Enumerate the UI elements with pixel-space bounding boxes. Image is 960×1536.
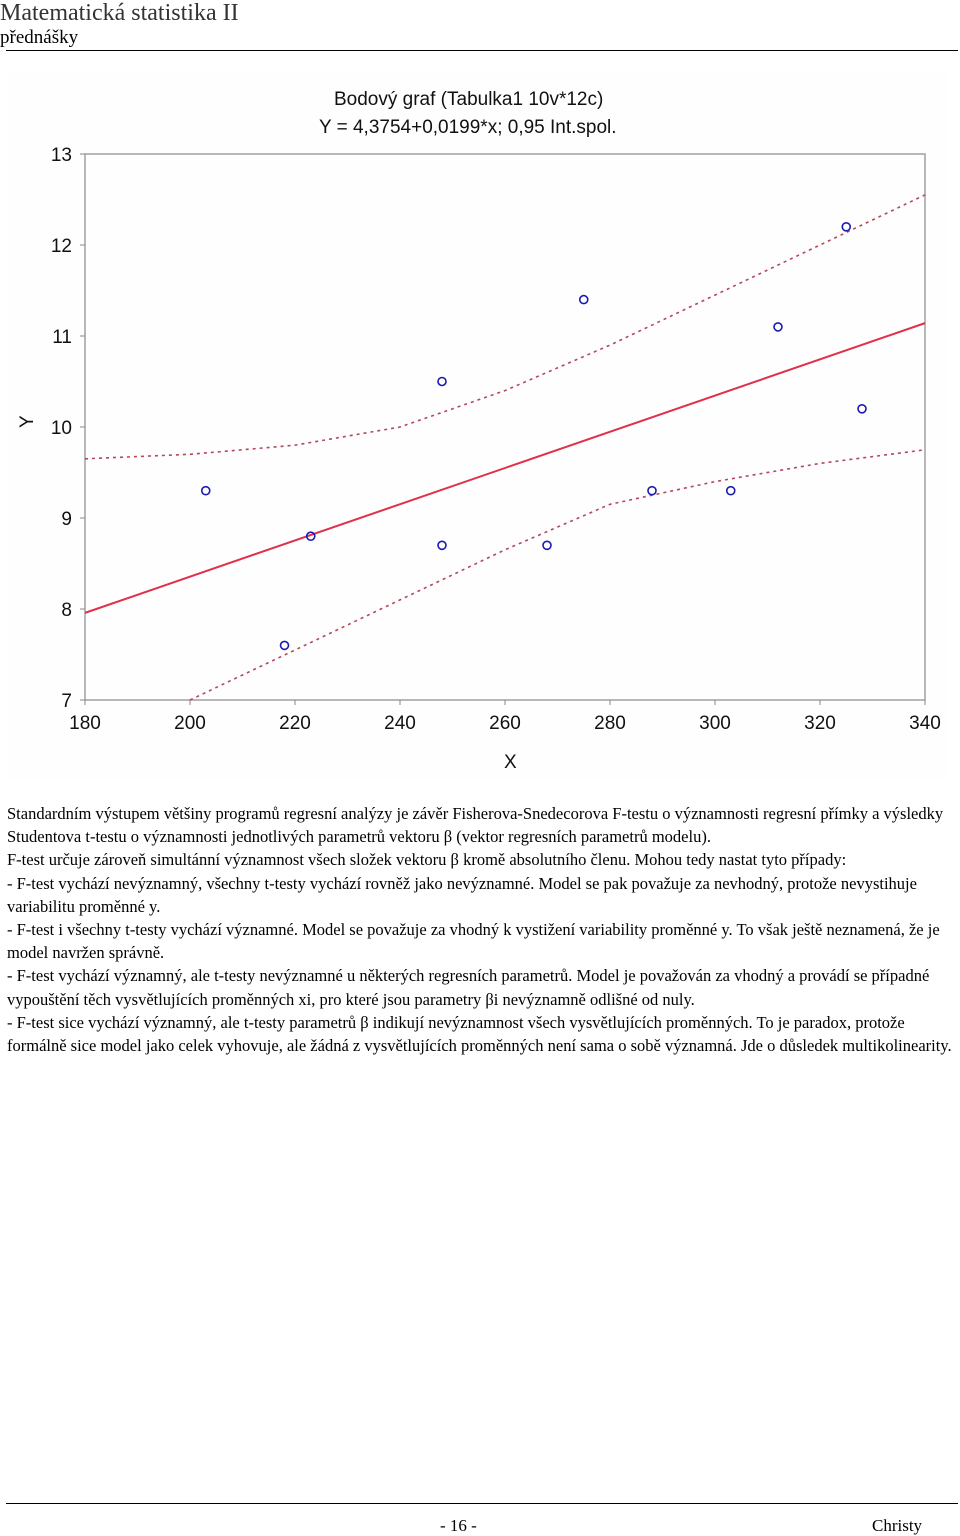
x-tick-label: 260: [489, 713, 521, 734]
y-tick-label: 11: [52, 327, 72, 348]
y-tick-label: 8: [61, 600, 72, 621]
chart-canvas: [7, 72, 948, 780]
x-axis-label: X: [504, 752, 517, 773]
paragraph: - F-test vychází nevýznamný, všechny t-testy vychází rovněž jako nevýznamné. Model se pak považuje za nevhodný, protože nevystihuje variabilitu proměnné y.: [7, 873, 917, 916]
x-tick-label: 340: [909, 713, 941, 734]
header-divider: [6, 50, 958, 51]
y-axis-label: Y: [17, 415, 38, 428]
y-tick-label: 7: [61, 691, 72, 712]
chart-background: [7, 72, 948, 780]
x-tick-label: 300: [699, 713, 731, 734]
chart-subtitle: Y = 4,3754+0,0199*x; 0,95 Int.spol.: [319, 117, 617, 138]
paragraph: - F-test i všechny t-testy vychází významné. Model se považuje za vhodný k vystižení variability proměnné y. To však ještě neznamená, že je model navržen správně.: [7, 920, 940, 963]
x-tick-label: 240: [384, 713, 416, 734]
x-tick-label: 320: [804, 713, 836, 734]
x-tick-label: 280: [594, 713, 626, 734]
paragraph: F-test určuje zároveň simultánní významnost všech složek vektoru β kromě absolutního členu. Mohou tedy nastat tyto případy:: [7, 850, 847, 870]
y-tick-label: 9: [61, 509, 72, 530]
x-tick-label: 180: [69, 713, 101, 734]
body-text: [7, 802, 952, 1057]
scatter-chart: [7, 72, 948, 780]
footer-divider: [6, 1503, 958, 1504]
x-tick-label: 200: [174, 713, 206, 734]
y-tick-label: 12: [50, 236, 72, 257]
paragraph: - F-test vychází významný, ale t-testy nevýznamné u některých regresních parametrů. Model je považován za vhodný a provádí se případné vypouštění těch vysvětlujících proměnných xi, pro které jsou parametry βi nevýznamně odlišné od nuly.: [7, 966, 930, 1009]
paragraph: Standardním výstupem většiny programů regresní analýzy je závěr Fisherova-Snedecorova F-testu o významnosti regresní přímky a výsledky Studentova t-testu o významnosti jednotlivých parametrů vektoru β (vektor regresních parametrů modelu).: [7, 804, 944, 847]
chart-title: Bodový graf (Tabulka1 10v*12c): [334, 89, 604, 110]
x-tick-label: 220: [279, 713, 311, 734]
y-tick-label: 13: [50, 145, 72, 166]
y-tick-label: 10: [50, 418, 72, 439]
footer-author: Christy: [872, 1516, 923, 1535]
document-subtitle: přednášky: [0, 27, 79, 48]
paragraph: - F-test sice vychází významný, ale t-testy parametrů β indikují nevýznamnost všech vysvětlujících proměnných. To je paradox, protože formálně sice model jako celek vyhovuje, ale žádná z vysvětlujících proměnných není sama o sobě významná. Jde o důsledek multikolinearity.: [7, 1012, 952, 1056]
document-title: Matematická statistika II: [0, 0, 239, 26]
page-number: - 16 -: [440, 1516, 477, 1535]
